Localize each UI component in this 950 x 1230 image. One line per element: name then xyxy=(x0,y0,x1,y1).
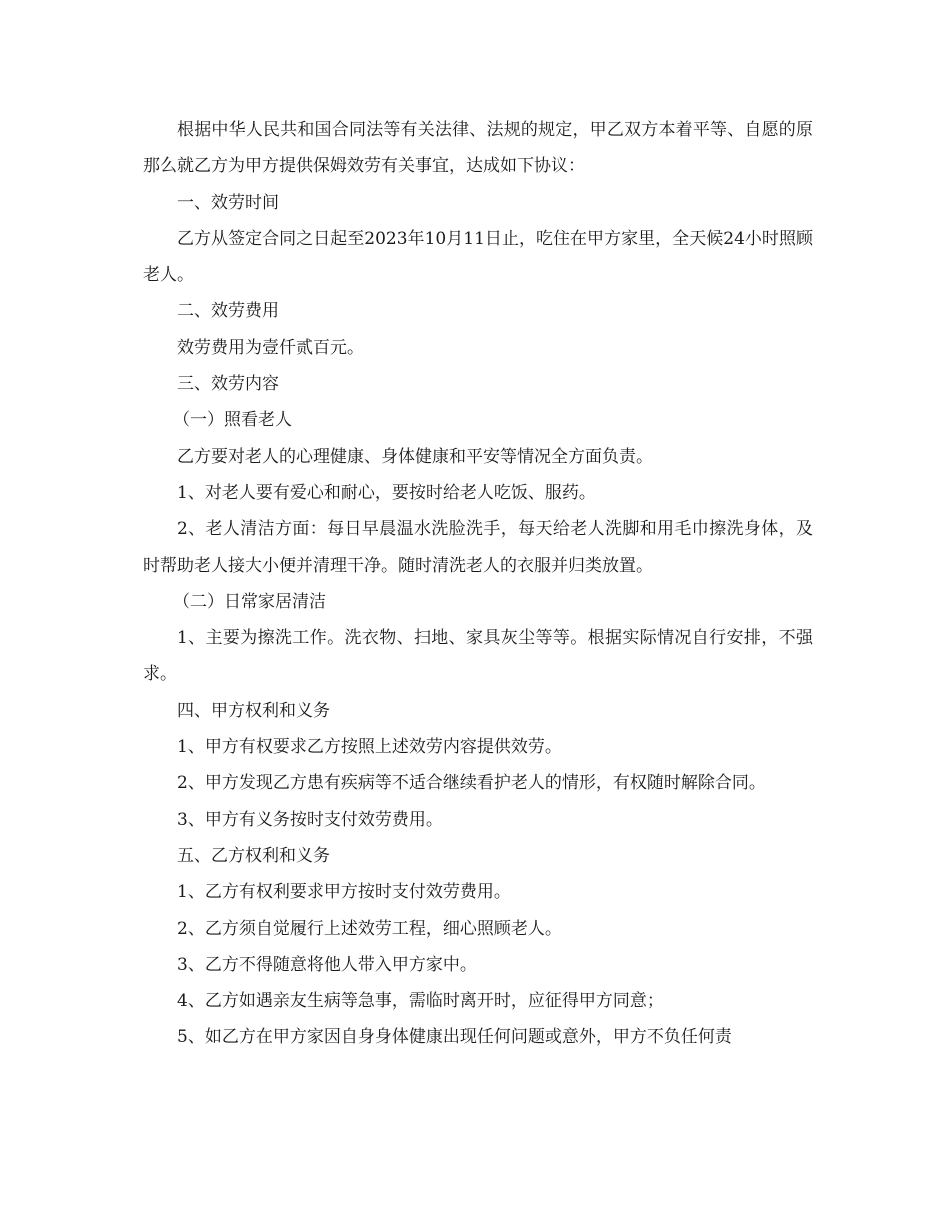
party-b-item-2: 2、乙方须自觉履行上述效劳工程，细心照顾老人。 xyxy=(177,918,562,939)
section-heading-service-time: 一、效劳时间 xyxy=(177,192,279,213)
section-heading-party-a: 四、甲方权利和义务 xyxy=(177,700,330,721)
subsection-heading-home-cleaning: （二）日常家居清洁 xyxy=(173,591,326,612)
home-cleaning-item-1: 1、主要为擦洗工作。洗衣物、扫地、家具灰尘等等。根据实际情况自行安排，不强求。 xyxy=(143,628,813,685)
intro-paragraph: 根据中华人民共和国合同法等有关法律、法规的规定，甲乙双方本着平等、自愿的原那么就乙方为甲方提供保姆效劳有关事宜，达成如下协议： xyxy=(143,120,813,177)
elder-care-item-2: 2、老人清洁方面：每日早晨温水洗脸洗手，每天给老人洗脚和用毛巾擦洗身体，及时帮助老人接大小便并清理干净。随时清洗老人的衣服并归类放置。 xyxy=(143,519,813,576)
party-a-item-1: 1、甲方有权要求乙方按照上述效劳内容提供效劳。 xyxy=(177,737,562,758)
subsection-heading-elder-care: （一）照看老人 xyxy=(173,410,292,431)
document-body xyxy=(143,112,813,1056)
party-b-item-3: 3、乙方不得随意将他人带入甲方家中。 xyxy=(177,954,477,975)
service-fee-paragraph: 效劳费用为壹仟贰百元。 xyxy=(177,337,364,358)
service-time-paragraph: 乙方从签定合同之日起至2023年10月11日止，吃住在甲方家里，全天候24小时照顾老人。 xyxy=(143,228,813,286)
party-b-item-5: 5、如乙方在甲方家因自身身体健康出现任何问题或意外，甲方不负任何责 xyxy=(177,1027,732,1048)
party-b-item-1: 1、乙方有权利要求甲方按时支付效劳费用。 xyxy=(177,882,511,903)
elder-care-item-1: 1、对老人要有爱心和耐心，要按时给老人吃饭、服药。 xyxy=(177,482,596,503)
party-a-item-3: 3、甲方有义务按时支付效劳费用。 xyxy=(177,809,443,830)
section-heading-service-content: 三、效劳内容 xyxy=(177,374,279,395)
section-heading-party-b: 五、乙方权利和义务 xyxy=(177,845,330,866)
section-heading-service-fee: 二、效劳费用 xyxy=(177,301,279,322)
party-b-item-4: 4、乙方如遇亲友生病等急事，需临时离开时，应征得甲方同意； xyxy=(177,991,664,1012)
elder-care-paragraph: 乙方要对老人的心理健康、身体健康和平安等情况全方面负责。 xyxy=(177,446,653,467)
party-a-item-2: 2、甲方发现乙方患有疾病等不适合继续看护老人的情形，有权随时解除合同。 xyxy=(177,773,766,794)
